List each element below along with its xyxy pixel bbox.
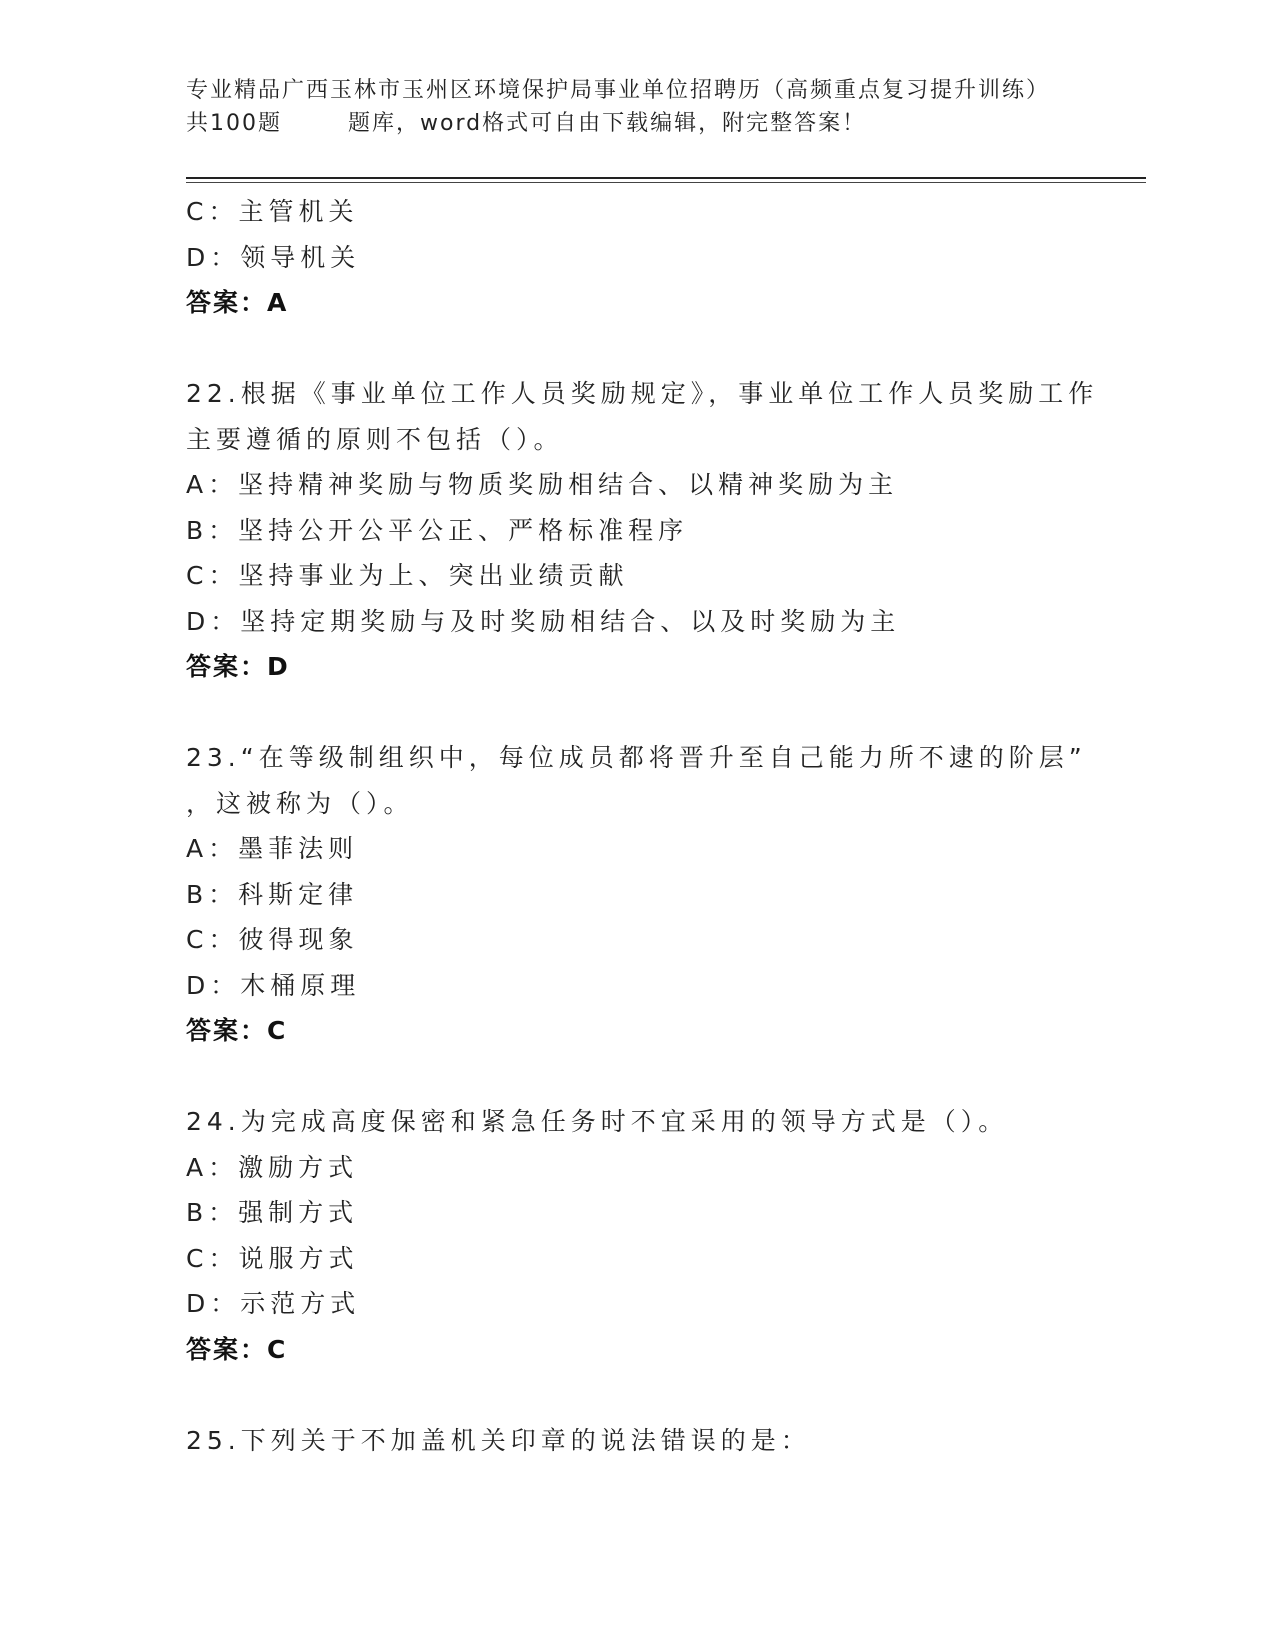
option-b: B：科斯定律 (186, 879, 359, 909)
document-header (186, 74, 1136, 140)
option-c: C：彼得现象 (186, 925, 359, 954)
question-23 (186, 735, 1086, 1054)
question-list (186, 189, 1099, 1463)
answer: 答案：D (186, 652, 290, 681)
spacer (186, 326, 1086, 372)
header-divider-thick (186, 177, 1146, 179)
header-divider-thin (186, 182, 1146, 183)
option-a: A：墨菲法则 (186, 834, 359, 863)
question-stem-continued: 主要遵循的原则不包括（）。 (186, 424, 564, 454)
option-c: C：坚持事业为上、突出业绩贡献 (186, 561, 629, 590)
question-stem-continued: ，这被称为（）。 (186, 788, 414, 818)
option-b: B：强制方式 (186, 1198, 359, 1227)
option-d: D：示范方式 (186, 1289, 361, 1318)
option-d: D：木桶原理 (186, 970, 361, 1000)
spacer (186, 690, 1086, 736)
option-c: C：主管机关 (186, 197, 359, 226)
header-question-count: 共100题 (186, 111, 282, 136)
question-24 (186, 1099, 1086, 1372)
question-stem: 25.下列关于不加盖机关印章的说法错误的是： (186, 1425, 811, 1455)
question-stem: 24.为完成高度保密和紧急任务时不宜采用的领导方式是（）。 (186, 1107, 1009, 1136)
header-title-line2 (186, 107, 1136, 140)
question-stem: 23.“在等级制组织中，每位成员都将晋升至自己能力所不逮的阶层” (186, 743, 1087, 772)
answer: 答案：C (186, 1016, 288, 1045)
option-b: B：坚持公开公平公正、严格标准程序 (186, 515, 689, 545)
spacer (186, 1054, 1086, 1100)
header-description: 题库，word格式可自由下载编辑，附完整答案！ (348, 111, 867, 136)
option-d: D：坚持定期奖励与及时奖励相结合、以及时奖励为主 (186, 606, 901, 636)
question-21 (186, 189, 1086, 326)
question-stem: 22.根据《事业单位工作人员奖励规定》，事业单位工作人员奖励工作 (186, 379, 1099, 408)
option-a: A：激励方式 (186, 1152, 359, 1182)
option-d: D：领导机关 (186, 242, 361, 272)
question-22 (186, 371, 1099, 690)
option-c: C：说服方式 (186, 1243, 359, 1273)
answer: 答案：C (186, 1334, 288, 1364)
header-title-line1: 专业精品广西玉林市玉州区环境保护局事业单位招聘历（高频重点复习提升训练） (186, 78, 1051, 103)
spacer (186, 1372, 1086, 1418)
option-a: A：坚持精神奖励与物质奖励相结合、以精神奖励为主 (186, 470, 899, 499)
question-25 (186, 1418, 1086, 1464)
answer: 答案：A (186, 288, 289, 317)
